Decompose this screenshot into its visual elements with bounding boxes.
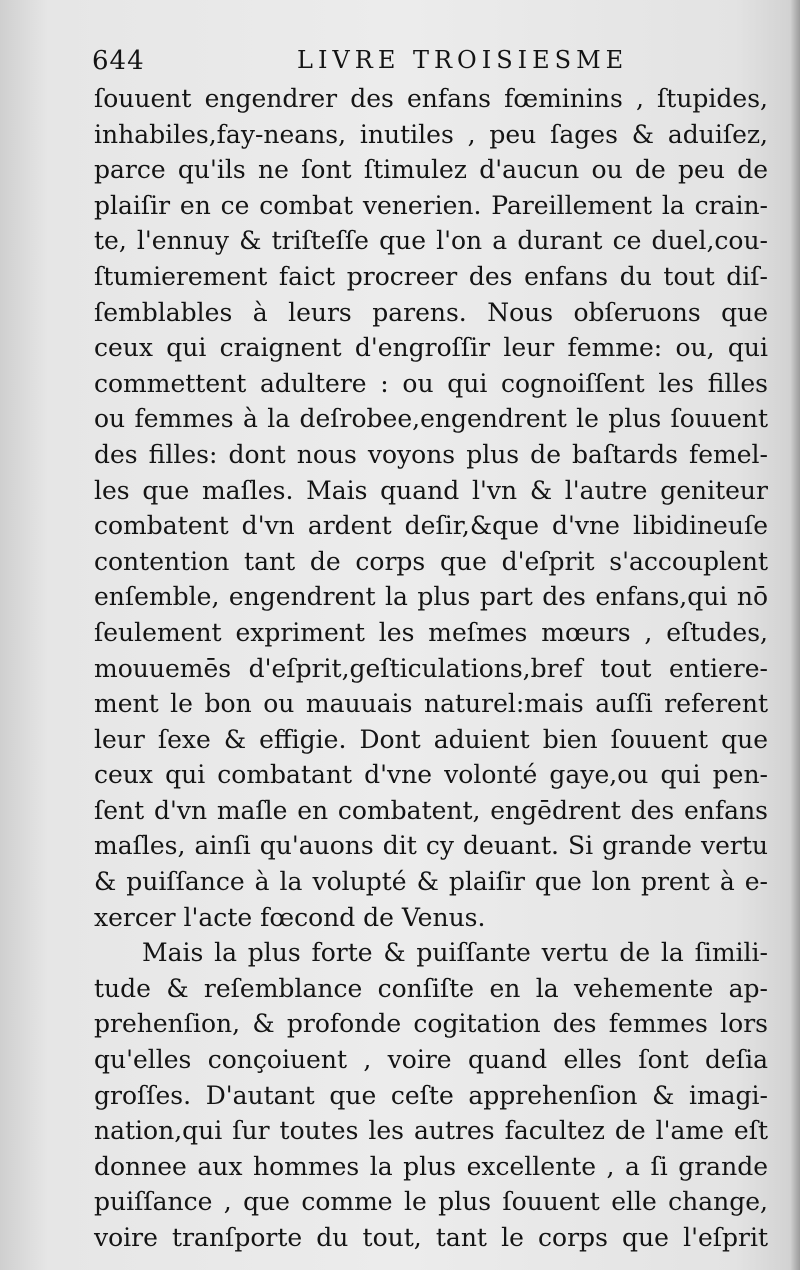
text-line: des filles: dont nous voyons plus de baſtards femel- xyxy=(94,439,768,469)
text-line: donnee aux hommes la plus excellente , a ſi grande xyxy=(94,1151,768,1181)
text-line: ſent d'vn maſle en combatent, engēdrent des enfans xyxy=(94,795,768,825)
text-line: maſles, ainſi qu'auons dit cy deuant. Si grande vertu xyxy=(94,831,768,861)
text-line: nation,qui ſur toutes les autres facultez de l'ame eſt xyxy=(94,1116,768,1146)
running-head: LIVRE TROISIESME xyxy=(297,46,629,74)
text-line: prehenſion, & profonde cogitation des femmes lors xyxy=(94,1009,768,1039)
page-number: 644 xyxy=(92,46,145,76)
text-line: tude & reſemblance conſiſte en la vehemente ap- xyxy=(94,973,768,1003)
text-line: groſſes. D'autant que ceſte apprehenſion & imagi- xyxy=(94,1080,768,1110)
text-line: ſeulement expriment les meſmes mœurs , eſtudes, xyxy=(94,617,768,647)
text-line: Mais la plus forte & puiſſante vertu de la ſimili- xyxy=(142,938,768,968)
text-line: ou femmes à la deſrobee,engendrent le plus ſouuent xyxy=(94,404,768,434)
text-line: ceux qui craignent d'engroſſir leur femme: ou, qui xyxy=(94,333,768,363)
text-line: enſemble, engendrent la plus part des enfans,qui nō xyxy=(94,582,768,612)
text-line: ſouuent engendrer des enfans fœminins , ſtupides, xyxy=(94,84,768,113)
text-line: ment le bon ou mauuais naturel:mais auſſi referent xyxy=(94,689,768,719)
text-line: mouuemēs d'eſprit,geſticulations,bref tout entiere- xyxy=(94,653,768,683)
page-header xyxy=(92,46,667,86)
text-line: leur ſexe & effigie. Dont aduient bien ſouuent que xyxy=(94,724,768,754)
body-text xyxy=(94,81,768,1256)
text-line: ceux qui combatant d'vne volonté gaye,ou qui pen- xyxy=(94,760,768,790)
text-line: les que maſles. Mais quand l'vn & l'autre geniteur xyxy=(94,475,768,505)
text-line: commettent adultere : ou qui cognoiſſent les filles xyxy=(94,368,768,398)
text-line: ſtumierement faict procreer des enfans du tout diſ- xyxy=(94,261,768,291)
paragraph-2 xyxy=(94,935,768,1255)
text-line: xercer l'acte fœcond de Venus. xyxy=(94,902,486,932)
text-line: plaiſir en ce combat venerien. Pareillement la crain- xyxy=(94,190,768,220)
text-line: te, l'ennuy & triſteſſe que l'on a durant ce duel,cou- xyxy=(94,226,768,256)
text-line: & puiſſance à la volupté & plaiſir que lon prent à e- xyxy=(94,867,768,897)
text-line: qu'elles conçoiuent , voire quand elles ſont deſia xyxy=(94,1045,768,1075)
text-line: puiſſance , que comme le plus ſouuent elle change, xyxy=(94,1187,768,1217)
text-line: voire tranſporte du tout, tant le corps que l'eſprit xyxy=(94,1223,768,1252)
text-line: combatent d'vn ardent deſir,&que d'vne libidineuſe xyxy=(94,511,768,541)
paragraph-1 xyxy=(94,81,768,935)
text-line: ſemblables à leurs parens. Nous obſeruons que xyxy=(94,297,768,327)
text-line: contention tant de corps que d'eſprit s'accouplent xyxy=(94,546,768,576)
text-line: inhabiles,fay-neans, inutiles , peu ſages & aduiſez, xyxy=(94,119,768,149)
text-line: parce qu'ils ne ſont ſtimulez d'aucun ou de peu de xyxy=(94,155,768,185)
